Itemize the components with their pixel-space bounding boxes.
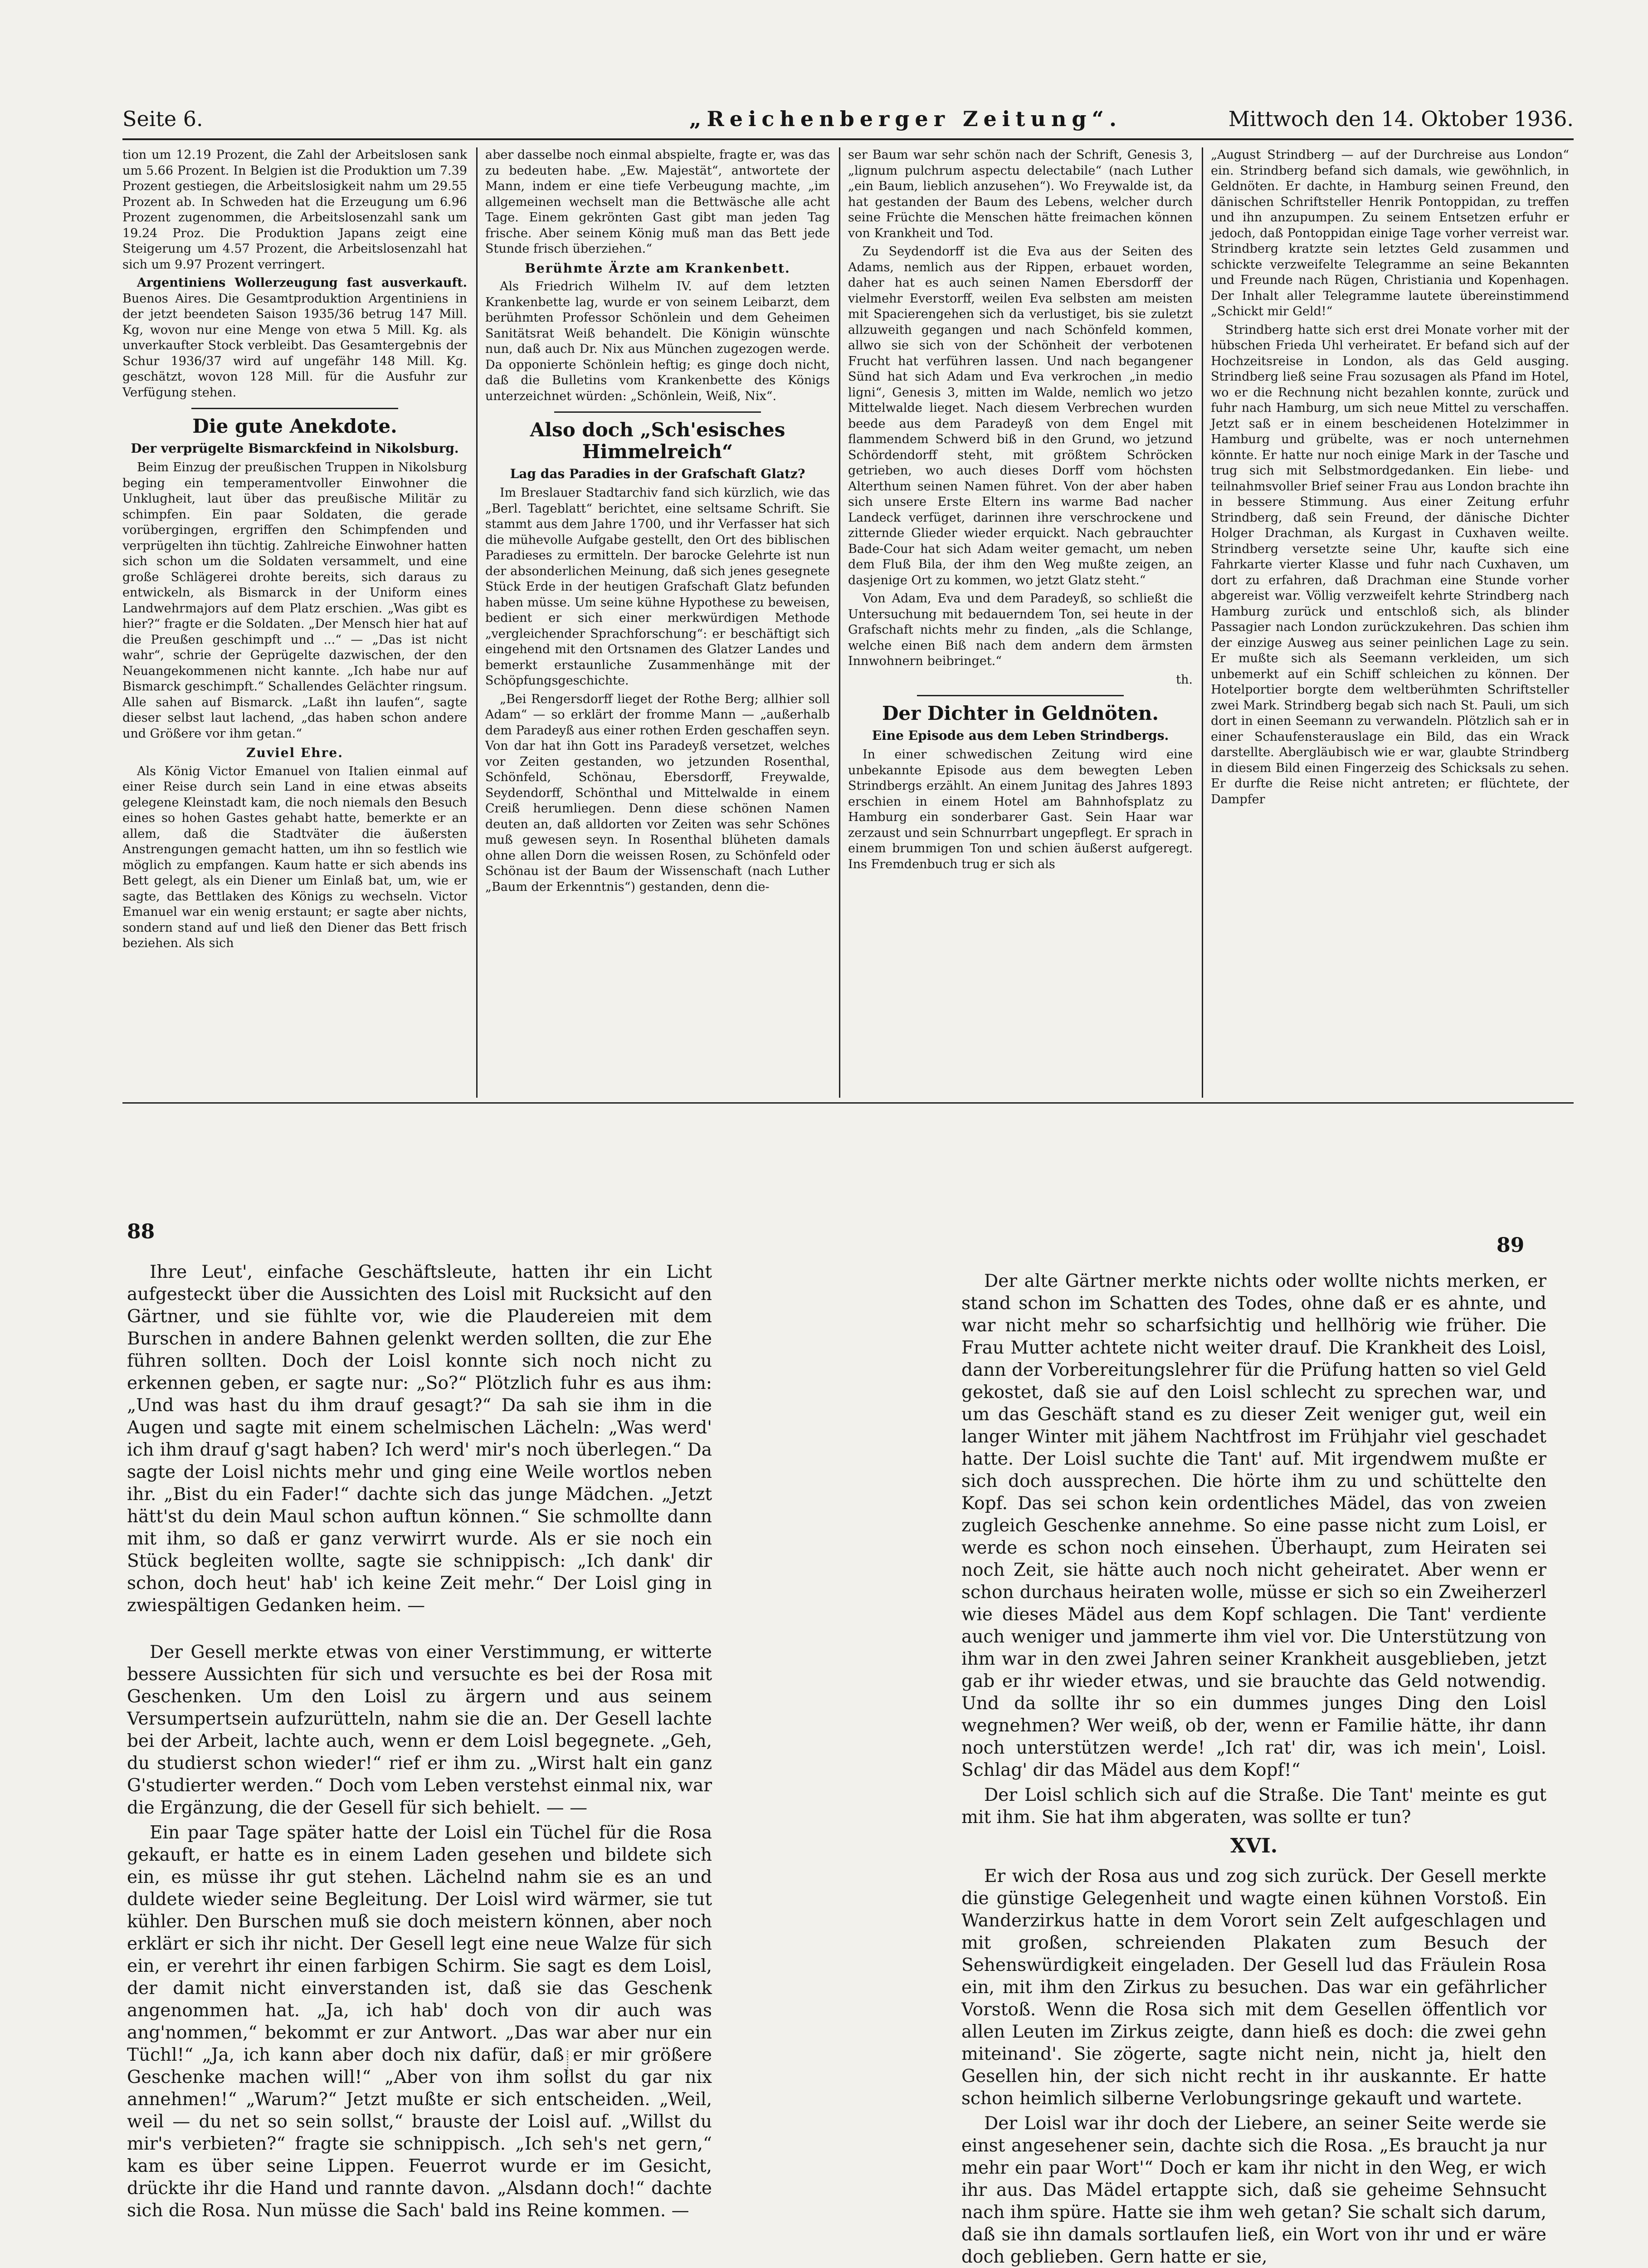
novel-paragraph: Ein paar Tage später hatte der Loisl ein Tüchel für die Rosa gekauft, er hatte es in einem Laden gesehen und bildete sich ein, es müsse ihr gut stehen. Lächelnd nahm sie es an und duldete wieder seine Begleitung. Der Loisl wird wärmer, sie tut kühler. Den Burschen muß sie doch meistern können, aber noch erklärt er sich ihr nicht. Der Gesell legt eine neue Walze für sich ein, er verehrt ihr einen farbigen Schirm. Sie sagt es dem Loisl, der damit nicht einverstanden ist, daß sie das Geschenk angenommen hat. „Ja, ich hab' doch von dir auch was ang'nommen,“ bekommt er zur Antwort. „Das war aber nur ein Tüchl!“ „Ja, ich kann aber doch nix dafür, daß er mir größere Geschenke machen will!“ „Aber von ihm sollst du gar nix annehmen!“ „Warum?“ Jetzt mußte er sich entscheiden. „Weil, weil — du net so sein sollst,“ brauste der Loisl auf. „Willst du mir's verbieten?“ fragte sie schnippisch. „Ich seh's net gern,“ kam es über seine Lippen. Feuerrot wurde er im Gesicht, drückte ihr die Hand und rannte davon. „Alsdann doch!“ dachte sich die Rosa. Nun müsse die Sach' bald ins Reine kommen. — xyxy=(127,1823,712,2221)
doctors-text: Als Friedrich Wilhelm IV. auf dem letzten Krankenbette lag, wurde er von seinem Leibarzt, dem berühmten Professor Schönlein und dem Geheimen Sanitätsrat Weiß behandelt. Die Königin wünschte nun, daß auch Dr. Nix aus München zugezogen werde. Da opponierte Schönlein heftig; es ginge doch nicht, daß die Bulletins vom Krankenbette des Königs unterzeichnet würden: „Schönlein, Weiß, Nix“. xyxy=(485,279,830,403)
chapter-number: XVI. xyxy=(1230,1834,1278,1857)
page-number-left: 88 xyxy=(127,1220,155,1243)
doctors-heading: Berühmte Ärzte am Krankenbett. xyxy=(525,260,790,276)
novel-paragraph: Der alte Gärtner merkte nichts oder wollte nichts merken, er stand schon im Schatten des Todes, ohne daß er es ahnte, und war nicht mehr so scharfsichtig und hellhörig wie früher. Die Frau Mutter achtete nicht weiter drauf. Die Krankheit des Loisl, dann der Vorbereitungslehrer für die Prüfung hatten so viel Geld gekostet, daß sie auf den Loisl schlecht zu sprechen war, und um das Geschäft stand es zu dieser Zeit weniger gut, weil ein langer Winter mit jähem Nachtfrost im Frühjahr viel geschadet hatte. Der Loisl suchte die Tant' auf. Mit irgendwem mußte er sich doch aussprechen. Die hörte ihm zu und schüttelte den Kopf. Das sei schon kein ordentliches Mädel, das von zweien zugleich Geschenke annehme. So eine passe nicht zum Loisl, er werde es schon noch einsehen. Überhaupt, zum Heiraten sei noch Zeit, sie hätte auch noch nicht geheiratet. Aber wenn er schon durchaus heiraten wolle, müsse er sich so ein Zweiherzerl wie dieses Mädel aus dem Kopf schlagen. Die Tant' verdiente auch weniger und jammerte ihm viel vor. Die Unterstützung von ihm war in den zwei Jahren seiner Krankheit ausgeblieben, jetzt gab er ihr wieder etwas, und sie brauchte das Geld notwendig. Und da sollte ihr so ein dummes junges Ding den Loisl wegnehmen? Wer weiß, ob der, wenn er Familie hätte, ihr dann noch unterstützen werde! „Ich rat' dir, was ich mein', Loisl. Schlag' dir das Mädel aus dem Kopf!“ xyxy=(961,1271,1546,1780)
novel-paragraph: Der Loisl war ihr doch der Liebere, an seiner Seite werde sie einst angesehener sein, dachte sich die Rosa. „Es braucht ja nur mehr ein paar Wort'“ Doch er kam ihr nicht in den Weg, er wich ihr aus. Das Mädel ertappte sich, daß sie geheime Sehnsucht nach ihm spüre. Hatte sie ihm weh getan? Sie schalt sich darum, daß sie ihn damals sortlaufen ließ, ein Wort von ihr und er wäre doch geblieben. Gern hatte er sie, xyxy=(961,2113,1546,2267)
column-3 xyxy=(848,147,1193,1098)
novel-paragraph: Er wich der Rosa aus und zog sich zurück. Der Gesell merkte die günstige Gelegenheit und wagte einen kühnen Vorstoß. Ein Wanderzirkus hatte in dem Vorort sein Zelt aufgeschlagen und mit großen, schreienden Plakaten zum Besuch der Sehenswürdigkeit eingeladen. Der Gesell lud das Fräulein Rosa ein, mit ihm den Zirkus zu besuchen. Das war ein gefährlicher Vorstoß. Wenn die Rosa sich mit dem Gesellen öffentlich vor allen Leuten im Zirkus zeigte, dann hieß es doch: die zwei gehn miteinand'. Sie zögerte, sagte nicht nein, nicht ja, hielt den Gesellen hin, der sich nicht recht in ihr auskannte. Er hatte schon heimlich silberne Verlobungsringe gekauft und wartete. xyxy=(961,1866,1546,2109)
issue-date: Mittwoch den 14. Oktober 1936. xyxy=(1228,107,1574,131)
divider xyxy=(917,695,1124,696)
paradise-conclusion: Von Adam, Eva und dem Paradeyß, so schließt die Untersuchung mit bedauerndem Ton, sei heute in der Grafschaft nichts mehr zu finden, „als die Schlange, welche einen Biß nach dem andern dem ärmsten Innwohnern beibringet.“ xyxy=(848,591,1193,668)
page-label: Seite 6. xyxy=(122,107,203,131)
column-rule xyxy=(476,147,478,1098)
newspaper-title: „Reichenberger Zeitung“. xyxy=(689,107,1122,131)
novel-paragraph: Der Gesell merkte etwas von einer Verstimmung, er witterte bessere Aussichten für sich und versuchte es bei der Rosa mit Geschenken. Um den Loisl zu ärgern und aus seinem Versumpertsein aufzurütteln, nahm sie die an. Der Gesell lachte bei der Arbeit, lachte auch, wenn er dem Loisl begegnete. „Geh, du studierst schon wieder!“ rief er ihm zu. „Wirst halt ein ganz G'studierter werden.“ Doch vom Leben verstehst einmal nix, war die Ergänzung, die der Gesell für sich behielt. — — xyxy=(127,1642,712,1818)
paradise-eva-text: Zu Seydendorff ist die Eva aus der Seiten des Adams, nemlich aus der Rippen, erbauet worden, daher hat es auch seinen Namen Ebersdorff der vielmehr Everstorff, weilen Eva selbsten am meisten mit Spacierengehen sich da verlustiget, bis sie zuletzt allzuweith gegangen und nach Schönfeld kommen, allwo sie sich von der Schönheit der verbotenen Frucht hat verführen lassen. Und nach begangener Sünd hat sich Adam und Eva verkrochen „in medio ligni“, Genesis 3, mitten im Walde, nemlich wo jetzo Mittelwalde lieget. Nach diesem Verbrechen wurden beede aus dem Paradeyß von dem Engel mit flammendem Schwerd biß in den Grund, wo jetzund Schördendorff steht, mit größtem Schröcken getrieben, wo auch dieses Dorff vom höchsten Alterthum seinen Namen führet. Von der aber haben sich unsere Erste Eltern ins warme Bad nacher Landeck verfüget, darinnen ihre verschrockene und zitternde Glieder wieder erquickt. Nach gebrauchter Bade-Cour hat sich Adam weiter gemacht, um neben dem Fluß Bila, der ihm den Weg mußte zeigen, an dasjenige Ort zu kommen, wo jetzt Glatz steht.“ xyxy=(848,244,1193,587)
author-signature: th. xyxy=(1176,672,1193,687)
divider xyxy=(191,408,398,409)
strindberg-marriage-text: Strindberg hatte sich erst drei Monate vorher mit der hübschen Frieda Uhl verheiratet. Er befand sich auf der Hochzeitsreise in London, als das Geld ausging. Strindberg ließ seine Frau sozusagen als Pfand im Hotel, wo er die Rechnung nicht bezahlen konnte, zurück und fuhr nach Hamburg, um sich neue Mittel zu verschaffen. Jetzt saß er in einem bescheidenen Hotelzimmer in Hamburg und grübelte, was er noch unternehmen könnte. Er hatte nur noch einige Mark in der Tasche und trug sich mit Selbstmordgedanken. Ein liebe- und teilnahmsvoller Brief seiner Frau aus London brachte ihn in bessere Stimmung. Aus einer Zeitung erfuhr Strindberg, daß sein Freund, der dänische Dichter Holger Drachman, als Kurgast in Cuxhaven weilte. Strindberg versetzte seine Uhr, kaufte sich eine Fahrkarte vierter Klasse und fuhr nach Cuxhaven, um dort zu erfahren, daß Drachman eine Stunde vorher abgereist war. Völlig verzweifelt kehrte Strindberg nach Hamburg zurück und entschloß sich, als blinder Passagier nach London zurückzukehren. Das schien ihm der einzige Ausweg aus seiner peinlichen Lage zu sein. Er mußte sich als Seemann verkleiden, um sich unbemerkt auf ein Schiff schleichen zu können. Der Hotelportier borgte dem weltberühmten Schriftsteller zwei Mark. Strindberg begab sich nach St. Pauli, um sich dort in einen Seemann zu verwandeln. Plötzlich sah er in einer Schaufensterauslage ein Bild, das ein Wrack darstellte. Abergläubisch wie er war, glaubte Strindberg in diesem Bild einen Fingerzeig des Schicksals zu sehen. Er durfte die Reise nicht antreten; er flüchtete, der Dampfer xyxy=(1211,323,1569,807)
cut-mark xyxy=(567,2050,569,2077)
economy-text: tion um 12.19 Prozent, die Zahl der Arbeitslosen sank um 5.66 Prozent. In Belgien ist die Produktion um 7.39 Prozent gestiegen, die Arbeitslosigkeit nahm um 29.55 Prozent ab. In Schweden hat die Erzeugung um 6.96 Prozent zugenommen, die Arbeitslosenzahl sank um 19.24 Proz. Die Produktion Japans zeigt eine Steigerung um 4.57 Prozent, die Arbeitslosenzahl hat sich um 9.97 Prozent verringert. xyxy=(122,148,467,272)
header-rule xyxy=(122,138,1574,140)
section-rule xyxy=(122,1102,1574,1104)
honor-text-cont: aber dasselbe noch einmal abspielte, fragte er, was das zu bedeuten habe. „Ew. Majestät“, antwortete der Mann, indem er eine tiefe Verbeugung machte, „im allgemeinen wechselt man die Bettwäsche alle acht Tage. Einem gekrönten Gast gibt man jeden Tag frische. Aber seinem König muß man das Bett jede Stunde frisch überziehen.“ xyxy=(485,148,830,256)
strindberg-text: In einer schwedischen Zeitung wird eine unbekannte Episode aus dem bewegten Leben Strindbergs erzählt. An einem Junitag des Jahres 1893 erschien in einem Hotel am Bahnhofsplatz zu Hamburg ein sonderbarer Gast. Sein Haar war zerzaust und sein Schnurrbart ungepflegt. Er sprach in einem brummigen Ton und schien äußerst aufgeregt. Ins Fremdenbuch trug er sich als xyxy=(848,748,1193,871)
novel-paragraph: Ihre Leut', einfache Geschäftsleute, hatten ihr ein Licht aufgesteckt über die Aussichten des Loisl mit Rucksicht auf den Gärtner, und sie fühlte vor, wie die Plaudereien mit dem Burschen in andere Bahnen gelenkt werden sollten, die zur Ehe führen sollten. Doch der Loisl konnte sich noch nicht zu erkennen geben, er sagte nur: „So?“ Plötzlich fuhr es aus ihm: „Und was hast du ihm drauf gesagt?“ Da sah sie ihm in die Augen und sagte mit einem schelmischen Lächeln: „Was werd' ich ihm drauf g'sagt haben? Ich werd' mir's noch überlegen.“ Da sagte der Loisl nichts mehr und ging eine Weile wortlos neben ihr. „Bist du ein Fader!“ dachte sich das junge Mädchen. „Jetzt hätt'st du dein Maul schon auftun können.“ Sie schmollte dann mit ihm, so daß er ganz verwirrt wurde. Als er sie noch ein Stück begleiten wollte, sagte sie schnippisch: „Ich dank' dir schon, doch heut' hab' ich keine Zeit mehr.“ Der Loisl ging in zwiespältigen Gedanken heim. — xyxy=(127,1262,712,1616)
column-4 xyxy=(1211,147,1569,1098)
strindberg-text-cont: „August Strindberg — auf der Durchreise aus London“ ein. Strindberg befand sich damals, wie gewöhnlich, in Geldnöten. Er dachte, in Hamburg seinen Freund, den dänischen Schriftsteller Henrik Pontoppidan, zu treffen und ihn anzupumpen. Zu seinem Entsetzen erfuhr er jedoch, daß Pontoppidan einige Tage vorher verreist war. Strindberg kratzte sein letztes Geld zusammen und schickte verzweifelte Telegramme an seine Bekannten und Freunde nach Rügen, Christiania und Kopenhagen. Der Inhalt aller Telegramme lautete übereinstimmend „Schickt mir Geld!“ xyxy=(1211,148,1569,318)
paradise-heading: Also doch „Sch'esisches Himmelreich“ xyxy=(530,419,785,463)
book-page-right xyxy=(961,1270,1546,2267)
paradise-text: Im Breslauer Stadtarchiv fand sich kürzlich, wie das „Berl. Tageblatt“ berichtet, eine seltsame Schrift. Sie stammt aus dem Jahre 1700, und ihr Verfasser hat sich die mühevolle Aufgabe gestellt, den Ort des biblischen Paradieses zu ermitteln. Der barocke Gelehrte ist nun der absonderlichen Meinung, daß sich jenes gesegnete Stück Erde in der heutigen Grafschaft Glatz befunden haben müsse. Um seine kühne Hypothese zu beweisen, bedient er sich einer merkwürdigen Methode „vergleichender Sprachforschung“: er beschäftigt sich eingehend mit den Ortsnamen des Glatzer Landes und bemerkt erstaunliche Zusammenhänge mit der Schöpfungsgeschichte. xyxy=(485,486,830,688)
anecdote-heading: Die gute Anekdote. xyxy=(192,415,397,437)
anecdote-subheading: Der verprügelte Bismarckfeind in Nikolsburg. xyxy=(131,441,459,456)
column-1 xyxy=(122,147,467,1098)
page-number-right: 89 xyxy=(1497,1234,1525,1257)
strindberg-subheading: Eine Episode aus dem Leben Strindbergs. xyxy=(872,728,1169,743)
strindberg-heading: Der Dichter in Geldnöten. xyxy=(882,702,1159,724)
book-page-left xyxy=(127,1261,712,2221)
wool-text: Buenos Aires. Die Gesamtproduktion Argentiniens in der jetzt beendeten Saison 1935/36 betrug 147 Mill. Kg, wovon nur eine Menge von etwa 5 Mill. Kg. als unverkaufter Stock verbleibt. Das Gesamtergebnis der Schur 1936/37 wird auf ungefähr 148 Mill. Kg. geschätzt, wovon 128 Mill. für die Ausfuhr zur Verfügung stehen. xyxy=(122,291,467,400)
paradise-text-cont: ser Baum war sehr schön nach der Schrift, Genesis 3, „lignum pulchrum aspectu delectabile“ (nach Luther „ein Baum, lieblich anzusehen“). Wo Freywalde ist, da hat gestanden der Baum des Lebens, welcher durch seine Früchte die Menschen hätte freimachen können von Krankheit und Tod. xyxy=(848,148,1193,240)
column-2 xyxy=(485,147,830,1098)
divider xyxy=(554,411,761,413)
column-rule xyxy=(1202,147,1203,1098)
novel-paragraph: Der Loisl schlich sich auf die Straße. Die Tant' meinte es gut mit ihm. Sie hat ihm abgeraten, was sollte er tun? xyxy=(961,1785,1546,1828)
honor-heading: Zuviel Ehre. xyxy=(246,745,343,760)
paradise-subheading: Lag das Paradies in der Grafschaft Glatz? xyxy=(510,466,805,481)
paradise-quote: „Bei Rengersdorff lieget der Rothe Berg; allhier soll Adam“ — so erklärt der fromme Mann — „außerhalb dem Paradeyß aus einer rothen Erden geschaffen seyn. Von dar hat ihn Gott ins Paradeyß versetzet, welches vor Zeiten gestanden, wo jetzunden Rosenthal, Schönfeld, Schönau, Ebersdorff, Freywalde, Seydendorff, Schönthal und Mittelwalde in einem Creiß herumliegen. Denn diese schönen Namen deuten an, daß alldorten vor Zeiten was sehr Schönes muß gewesen seyn. In Rosenthal blüheten damals ohne allen Dorn die weissen Rosen, zu Schönfeld oder Schönau ist der Baum der Wissenschaft (nach Luther „Baum der Erkenntnis“) gestanden, denn die- xyxy=(485,692,830,894)
column-rule xyxy=(839,147,840,1098)
honor-text: Als König Victor Emanuel von Italien einmal auf einer Reise durch sein Land in eine etwas abseits gelegene Kleinstadt kam, die noch niemals den Besuch eines so hohen Gastes gehabt hatte, bemerkte er an allem, daß die Stadtväter die äußersten Anstrengungen gemacht hatten, um ihn so festlich wie möglich zu empfangen. Kaum hatte er sich abends ins Bett gelegt, als ein Diener um Einlaß bat, um, wie er sagte, das Bettlaken des Königs zu wechseln. Victor Emanuel war ein wenig erstaunt; er sagte aber nichts, sondern stand auf und ließ den Diener das Bett frisch beziehen. Als sich xyxy=(122,764,467,950)
wool-headline: Argentiniens Wollerzeugung fast ausverkauft. xyxy=(137,276,467,290)
anecdote-text: Beim Einzug der preußischen Truppen in Nikolsburg beging ein temperamentvoller Einwohner die Unklugheit, laut über das preußische Militär zu schimpfen. Ein paar Soldaten, die gerade vorübergingen, ergriffen den Schimpfenden und verprügelten ihn tüchtig. Zahlreiche Einwohner hatten sich schon um die Soldaten versammelt, und eine große Schlägerei drohte bereits, sich daraus zu entwickeln, als Bismarck in der Uniform eines Landwehrmajors auf dem Platz erschien. „Was gibt es hier?“ fragte er die Soldaten. „Der Mensch hier hat auf die Preußen geschimpft und ...“ — „Das ist nicht wahr“, schrie der Geprügelte dazwischen, der den Neuangekommenen nicht kannte. „Ich habe nur auf Bismarck geschimpft.“ Schallendes Gelächter ringsum. Alle sahen auf Bismarck. „Laßt ihn laufen“, sagte dieser selbst laut lachend, „das haben schon andere und Größere vor ihm getan.“ xyxy=(122,460,467,741)
newspaper-header xyxy=(122,107,1574,138)
